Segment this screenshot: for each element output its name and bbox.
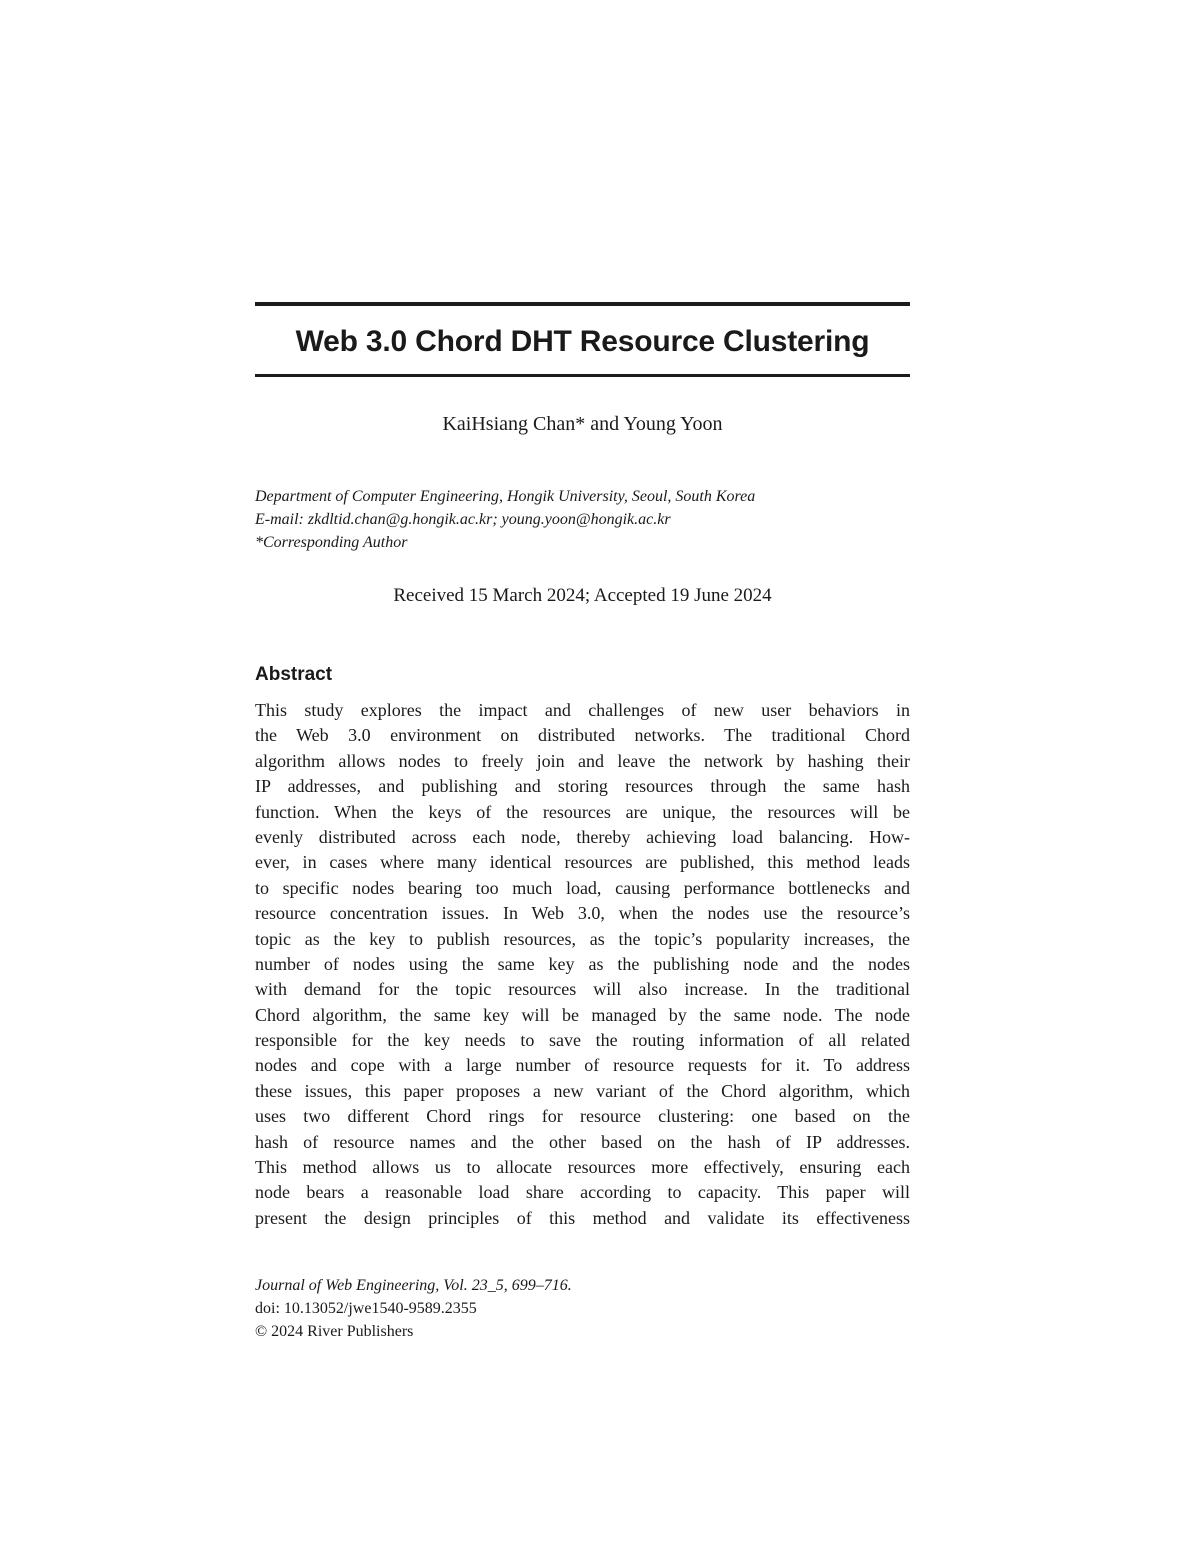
abstract-line: resource concentration issues. In Web 3.0, when the nodes use the resource’s (255, 903, 910, 924)
paper-page (255, 0, 910, 1553)
abstract-line: responsible for the key needs to save the routing information of all related (255, 1030, 910, 1051)
abstract-line: Chord algorithm, the same key will be managed by the same node. The node (255, 1004, 910, 1025)
abstract-line: present the design principles of this method and validate its effectiveness (255, 1207, 910, 1228)
abstract-line: with demand for the topic resources will also increase. In the traditional (255, 979, 910, 1000)
abstract-line: the Web 3.0 environment on distributed networks. The traditional Chord (255, 725, 910, 746)
journal-citation: Journal of Web Engineering, Vol. 23_5, 699–716. (255, 1277, 572, 1294)
author-affiliation: Department of Computer Engineering, Hongik University, Seoul, South Korea (255, 488, 756, 505)
abstract-line: This method allows us to allocate resources more effectively, ensuring each (255, 1157, 910, 1178)
received-accepted-dates: Received 15 March 2024; Accepted 19 June 2024 (393, 585, 772, 606)
abstract-line: nodes and cope with a large number of resource requests for it. To address (255, 1055, 910, 1076)
corresponding-author-note: *Corresponding Author (255, 534, 408, 551)
abstract-line: these issues, this paper proposes a new variant of the Chord algorithm, which (255, 1080, 910, 1101)
journal-footer (255, 1274, 910, 1343)
abstract-line: number of nodes using the same key as the publishing node and the nodes (255, 953, 910, 974)
abstract-line: evenly distributed across each node, thereby achieving load balancing. How- (255, 826, 910, 847)
abstract-heading: Abstract (255, 664, 333, 685)
author-list: KaiHsiang Chan* and Young Yoon (442, 413, 723, 435)
abstract-line: topic as the key to publish resources, as the topic’s popularity increases, the (255, 928, 910, 949)
abstract-line: to specific nodes bearing too much load, causing performance bottlenecks and (255, 877, 910, 898)
abstract-line: IP addresses, and publishing and storing resources through the same hash (255, 776, 910, 797)
copyright-line: © 2024 River Publishers (255, 1323, 414, 1340)
abstract-line: node bears a reasonable load share according to capacity. This paper will (255, 1182, 910, 1203)
doi-line: doi: 10.13052/jwe1540-9589.2355 (255, 1300, 477, 1317)
author-email: E-mail: zkdltid.chan@g.hongik.ac.kr; young.yoon@hongik.ac.kr (255, 511, 671, 528)
title-bottom-rule (255, 374, 910, 377)
title-top-rule (255, 302, 910, 306)
abstract-line: hash of resource names and the other based on the hash of IP addresses. (255, 1131, 910, 1152)
abstract-line: ever, in cases where many identical resources are published, this method leads (255, 852, 910, 873)
abstract-body (255, 698, 910, 1231)
abstract-line: This study explores the impact and challenges of new user behaviors in (255, 700, 910, 720)
abstract-line: uses two different Chord rings for resource clustering: one based on the (255, 1106, 910, 1127)
abstract-line: function. When the keys of the resources are unique, the resources will be (255, 801, 910, 822)
abstract-line: algorithm allows nodes to freely join and leave the network by hashing their (255, 750, 910, 771)
paper-title: Web 3.0 Chord DHT Resource Clustering (295, 325, 870, 358)
